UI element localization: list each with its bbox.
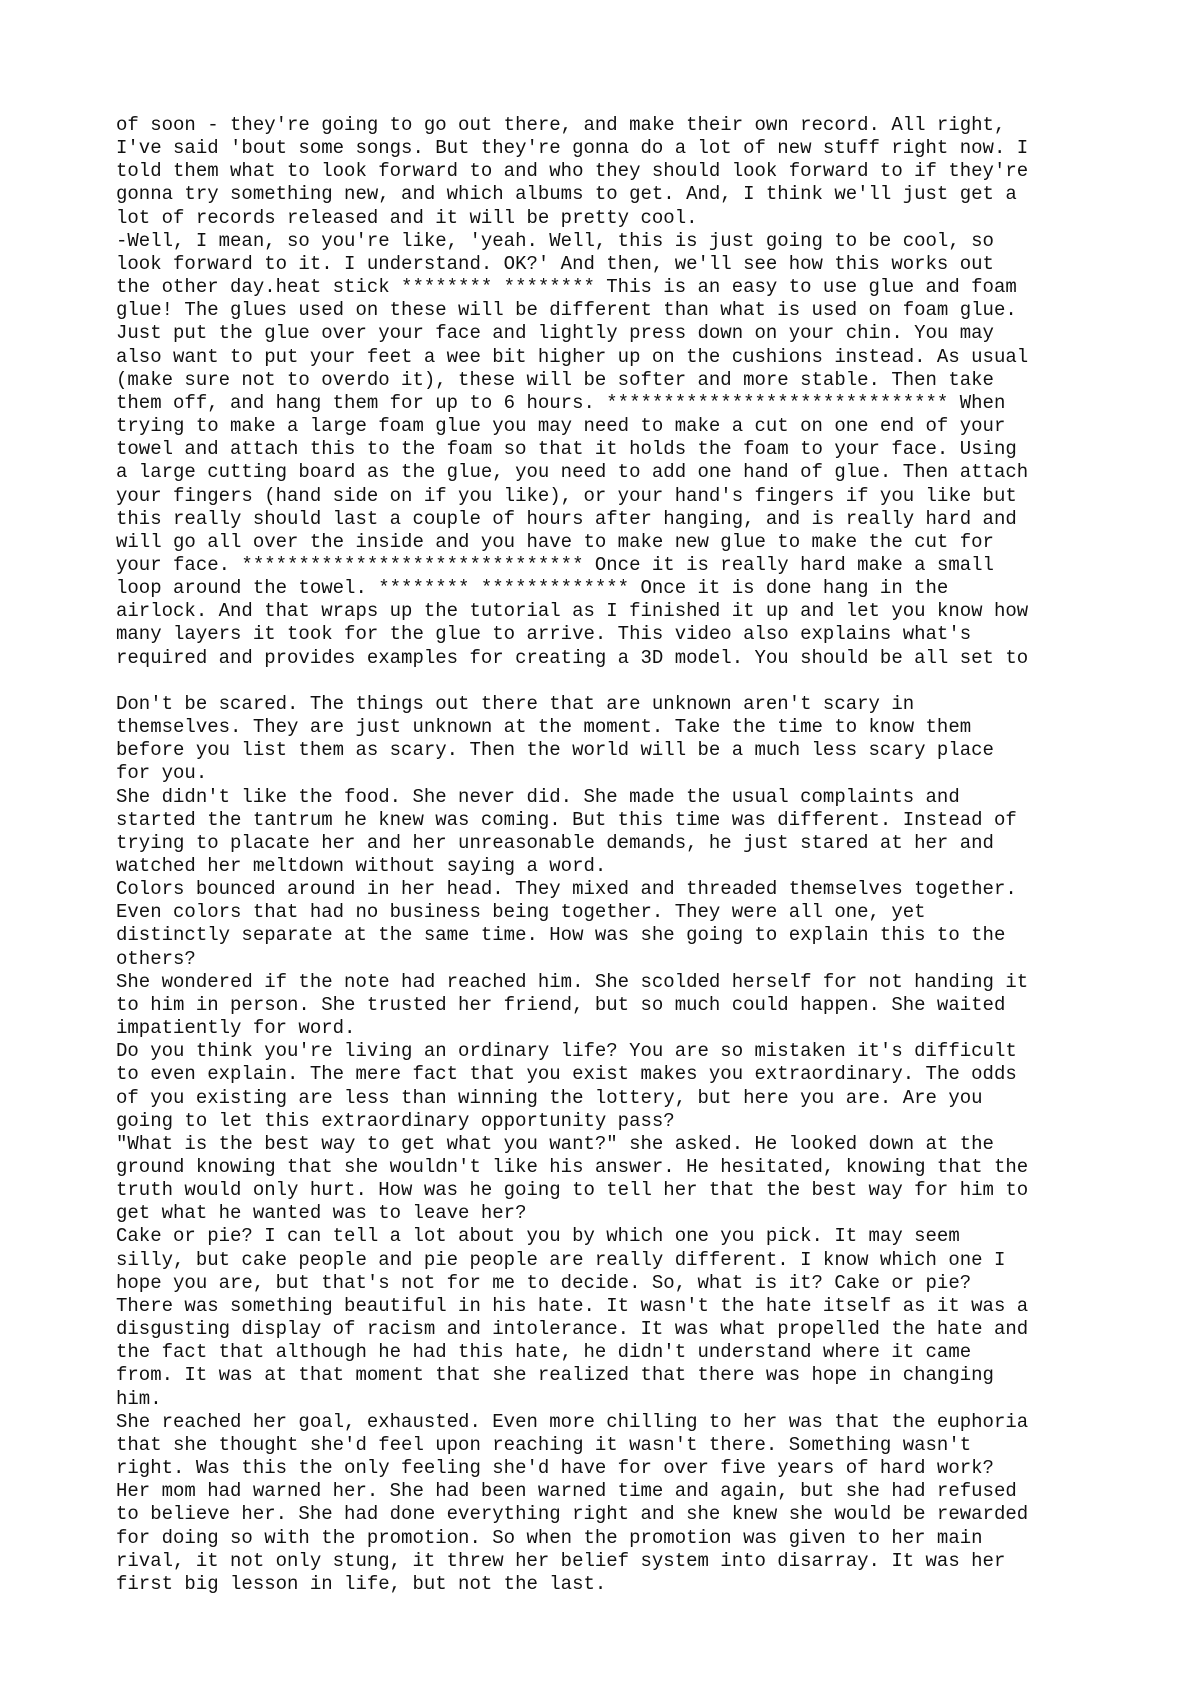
text-line: before you list them as scary. Then the world will be a much less scary place [116, 739, 994, 762]
text-line: from. It was at that moment that she realized that there was hope in changing [116, 1364, 994, 1387]
text-line: Even colors that had no business being together. They were all one, yet [116, 901, 926, 924]
text-line: Do you think you're living an ordinary life? You are so mistaken it's difficult [116, 1040, 1017, 1063]
text-line: She reached her goal, exhausted. Even more chilling to her was that the euphoria [116, 1410, 1029, 1433]
text-line: Colors bounced around in her head. They mixed and threaded themselves together. [116, 878, 1017, 901]
text-line: first big lesson in life, but not the last. [116, 1572, 607, 1595]
text-line: look forward to it. I understand. OK?' And then, we'll see how this works out [116, 252, 994, 275]
text-line: for doing so with the promotion. So when the promotion was given to her main [116, 1526, 983, 1549]
text-line: There was something beautiful in his hate. It wasn't the hate itself as it was a [116, 1294, 1029, 1317]
text-line: of soon - they're going to go out there, and make their own record. All right, [116, 114, 1006, 136]
text-line: will go all over the inside and you have to make new glue to make the cut for [116, 530, 994, 553]
text-line: loop around the towel. ******** ************* Once it is done hang in the [116, 577, 949, 600]
text-line: airlock. And that wraps up the tutorial as I finished it up and let you know how [116, 600, 1029, 623]
text-line: others? [116, 947, 196, 970]
text-line: the fact that although he had this hate, he didn't understand where it came [116, 1341, 972, 1364]
text-line: Just put the glue over your face and lightly press down on your chin. You may [116, 322, 994, 345]
text-line: lot of records released and it will be pretty cool. [116, 206, 698, 229]
text-line: disgusting display of racism and intolerance. It was what propelled the hate and [116, 1318, 1029, 1341]
text-line: to him in person. She trusted her friend, but so much could happen. She waited [116, 993, 1006, 1016]
paragraph-gap [116, 670, 1116, 693]
text-line: Cake or pie? I can tell a lot about you by which one you pick. It may seem [116, 1225, 960, 1248]
text-line: required and provides examples for creating a 3D model. You should be all set to [116, 646, 1029, 669]
text-line: that she thought she'd feel upon reaching it wasn't there. Something wasn't [116, 1433, 972, 1456]
text-line: this really should last a couple of hours after hanging, and is really hard and [116, 507, 1017, 530]
text-line: trying to placate her and her unreasonable demands, he just stared at her and [116, 831, 994, 854]
text-line: silly, but cake people and pie people are really different. I know which one I [116, 1248, 1006, 1271]
text-line: towel and attach this to the foam so that it holds the foam to your face. Using [116, 438, 1017, 461]
text-line: themselves. They are just unknown at the moment. Take the time to know them [116, 716, 972, 739]
text-line: many layers it took for the glue to arrive. This video also explains what's [116, 623, 972, 646]
text-line: Her mom had warned her. She had been warned time and again, but she had refused [116, 1480, 1017, 1503]
text-line: I've said 'bout some songs. But they're gonna do a lot of new stuff right now. I [116, 137, 1029, 160]
text-line: ground knowing that she wouldn't like his answer. He hesitated, knowing that the [116, 1156, 1029, 1179]
text-line: rival, it not only stung, it threw her belief system into disarray. It was her [116, 1549, 1006, 1572]
text-block-2 [116, 693, 1116, 1596]
text-line: of you existing are less than winning the lottery, but here you are. Are you [116, 1086, 983, 1109]
text-line: trying to make a large foam glue you may need to make a cut on one end of your [116, 415, 1006, 438]
text-line: truth would only hurt. How was he going to tell her that the best way for him to [116, 1179, 1029, 1202]
text-line: to believe her. She had done everything right and she knew she would be rewarded [116, 1503, 1029, 1526]
text-line: hope you are, but that's not for me to decide. So, what is it? Cake or pie? [116, 1271, 972, 1294]
text-line: your fingers (hand side on if you like), or your hand's fingers if you like but [116, 484, 1017, 507]
text-line: -Well, I mean, so you're like, 'yeah. Well, this is just going to be cool, so [116, 229, 994, 252]
text-line: for you. [116, 762, 208, 785]
text-line: started the tantrum he knew was coming. But this time was different. Instead of [116, 808, 1017, 831]
text-line: distinctly separate at the same time. How was she going to explain this to the [116, 924, 1006, 947]
text-line: get what he wanted was to leave her? [116, 1202, 527, 1225]
text-line: a large cutting board as the glue, you need to add one hand of glue. Then attach [116, 461, 1029, 484]
text-line: right. Was this the only feeling she'd have for over five years of hard work? [116, 1457, 994, 1480]
text-line: also want to put your feet a wee bit higher up on the cushions instead. As usual [116, 345, 1029, 368]
text-line: gonna try something new, and which albums to get. And, I think we'll just get a [116, 183, 1017, 206]
text-line: watched her meltdown without saying a word. [116, 854, 607, 877]
text-line: She wondered if the note had reached him. She scolded herself for not handing it [116, 970, 1029, 993]
text-line: going to let this extraordinary opportunity pass? [116, 1109, 675, 1132]
text-line: him. [116, 1387, 162, 1410]
text-block-1 [116, 114, 1116, 670]
text-line: She didn't like the food. She never did. She made the usual complaints and [116, 785, 960, 808]
text-line: "What is the best way to get what you want?" she asked. He looked down at the [116, 1132, 994, 1155]
text-line: to even explain. The mere fact that you exist makes you extraordinary. The odds [116, 1063, 1017, 1086]
text-line: told them what to look forward to and who they should look forward to if they're [116, 160, 1029, 183]
text-line: (make sure not to overdo it), these will be softer and more stable. Then take [116, 368, 994, 391]
text-line: the other day.heat stick ******** ******** This is an easy to use glue and foam [116, 276, 1017, 299]
text-line: glue! The glues used on these will be different than what is used on foam glue. [116, 299, 1017, 322]
text-line: your face. ****************************** Once it is really hard make a small [116, 553, 994, 576]
text-line: Don't be scared. The things out there that are unknown aren't scary in [116, 692, 915, 715]
text-line: impatiently for word. [116, 1017, 356, 1040]
document-page [116, 114, 1116, 1596]
text-line: them off, and hang them for up to 6 hours. ****************************** When [116, 391, 1006, 414]
